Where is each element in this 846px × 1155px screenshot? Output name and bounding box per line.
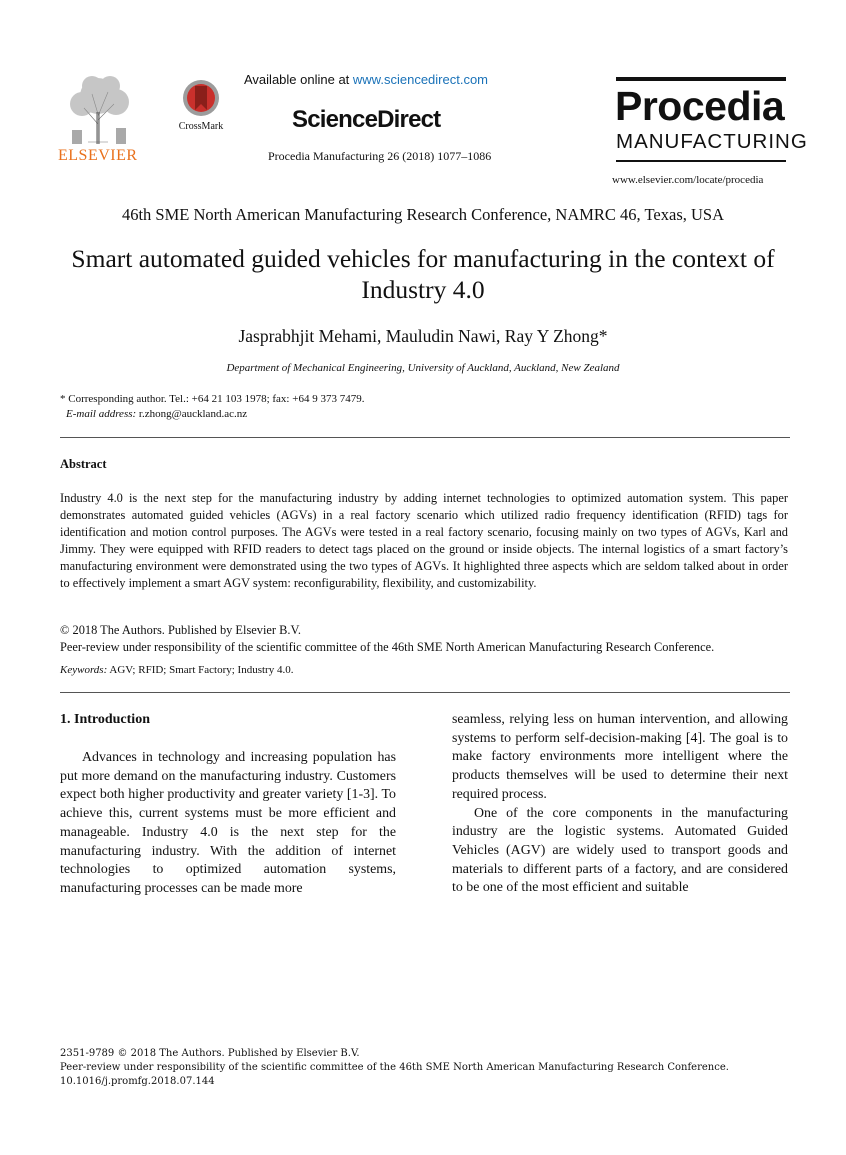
sciencedirect-logo: ScienceDirect — [292, 106, 441, 133]
conference-line: 46th SME North American Manufacturing Research Conference, NAMRC 46, Texas, USA — [121, 205, 725, 224]
keywords-list: AGV; RFID; Smart Factory; Industry 4.0. — [109, 664, 294, 676]
paper-title: Smart automated guided vehicles for manufacturing in the context of Industry 4.0 — [71, 244, 775, 304]
intro-paragraph-2: One of the core components in the manufacturing industry are the logistic systems. Automated Guided Vehicles (AGV) are widely used to transport goods and materials to different parts of a factory, and are considered to be one of the most efficient and suitable — [452, 805, 788, 896]
keywords — [60, 664, 293, 676]
available-prefix: Available online at — [244, 72, 353, 87]
peer-review: Peer-review under responsibility of the scientific committee of the 46th SME North American Manufacturing Research Conference. — [60, 640, 715, 654]
procedia-rule-top — [616, 77, 786, 81]
crossmark-badge[interactable] — [176, 78, 226, 132]
publisher-name: ELSEVIER — [58, 147, 138, 164]
authors: Jasprabhjit Mehami, Mauludin Nawi, Ray Y Zhong* — [238, 326, 608, 346]
section-heading: 1. Introduction — [60, 712, 150, 727]
procedia-title: Procedia — [615, 83, 785, 129]
footer — [60, 1047, 729, 1089]
intro-paragraph-1: Advances in technology and increasing population has put more demand on the manufacturing industry. Customers expect both higher productivity and greater variety [1-3]. To achieve this, current systems must be more efficient and manageable. Industry 4.0 is the next step for the manufacturing industry. With the addition of internet technologies to optimized automation systems, manufacturing processes can be made more — [60, 750, 396, 896]
copyright-block — [60, 622, 714, 656]
email-address[interactable]: r.zhong@auckland.ac.nz — [138, 408, 248, 420]
available-online — [244, 72, 544, 87]
keywords-label: Keywords: — [60, 664, 108, 676]
correspondence — [60, 392, 364, 422]
journal-url[interactable]: www.elsevier.com/locate/procedia — [612, 174, 764, 186]
procedia-subtitle: MANUFACTURING — [616, 130, 808, 153]
procedia-rule-bottom — [616, 160, 786, 162]
divider-top — [60, 437, 790, 438]
right-column — [452, 711, 788, 898]
journal-citation: Procedia Manufacturing 26 (2018) 1077–1086 — [268, 149, 492, 163]
elsevier-logo — [58, 72, 140, 168]
email-label: E-mail address: — [66, 408, 137, 420]
crossmark-label: CrossMark — [178, 121, 224, 132]
abstract-text: Industry 4.0 is the next step for the manufacturing industry by adding internet technologies to optimized automation system. This paper demonstrates automated guided vehicles (AGVs) in a real factory scenario which utilized radio frequency identification (RFID) tags for identification and motion control purposes. The AGVs were tested in a real factory scenario, focusing mainly on two types of AGVs, Karl and Jimmy. They were equipped with RFID readers to detect tags placed on the ground or inside objects. The internal logistics of a smart factory’s manufacturing environment were demonstrated using the two types of AGVs. It highlighted three aspects which are seldom talked about in order to effectively implement a smart AGV system: reconfigurability, flexibility, and customizability. — [60, 491, 788, 590]
crossmark-icon — [179, 78, 223, 118]
left-column — [60, 749, 396, 899]
divider-bottom — [60, 692, 790, 693]
footer-doi[interactable]: 10.1016/j.promfg.2018.07.144 — [60, 1076, 215, 1087]
footer-issn: 2351-9789 © 2018 The Authors. Published by Elsevier B.V. — [60, 1048, 360, 1059]
footer-peer-review: Peer-review under responsibility of the scientific committee of the 46th SME North American Manufacturing Research Conference. — [60, 1062, 729, 1073]
corresponding-author: * Corresponding author. Tel.: +64 21 103 1978; fax: +64 9 373 7479. — [60, 393, 365, 405]
sciencedirect-link[interactable]: www.sciencedirect.com — [352, 72, 489, 87]
affiliation: Department of Mechanical Engineering, University of Auckland, Auckland, New Zealand — [226, 362, 620, 374]
copyright: © 2018 The Authors. Published by Elsevier B.V. — [60, 623, 301, 637]
abstract-heading: Abstract — [60, 457, 107, 471]
intro-paragraph-1-cont: seamless, relying less on human intervention, and allowing systems to perform self-decision-making [4]. The goal is to make factory environments more intelligent where the products themselves will be used to determine their next required process. — [452, 712, 788, 802]
